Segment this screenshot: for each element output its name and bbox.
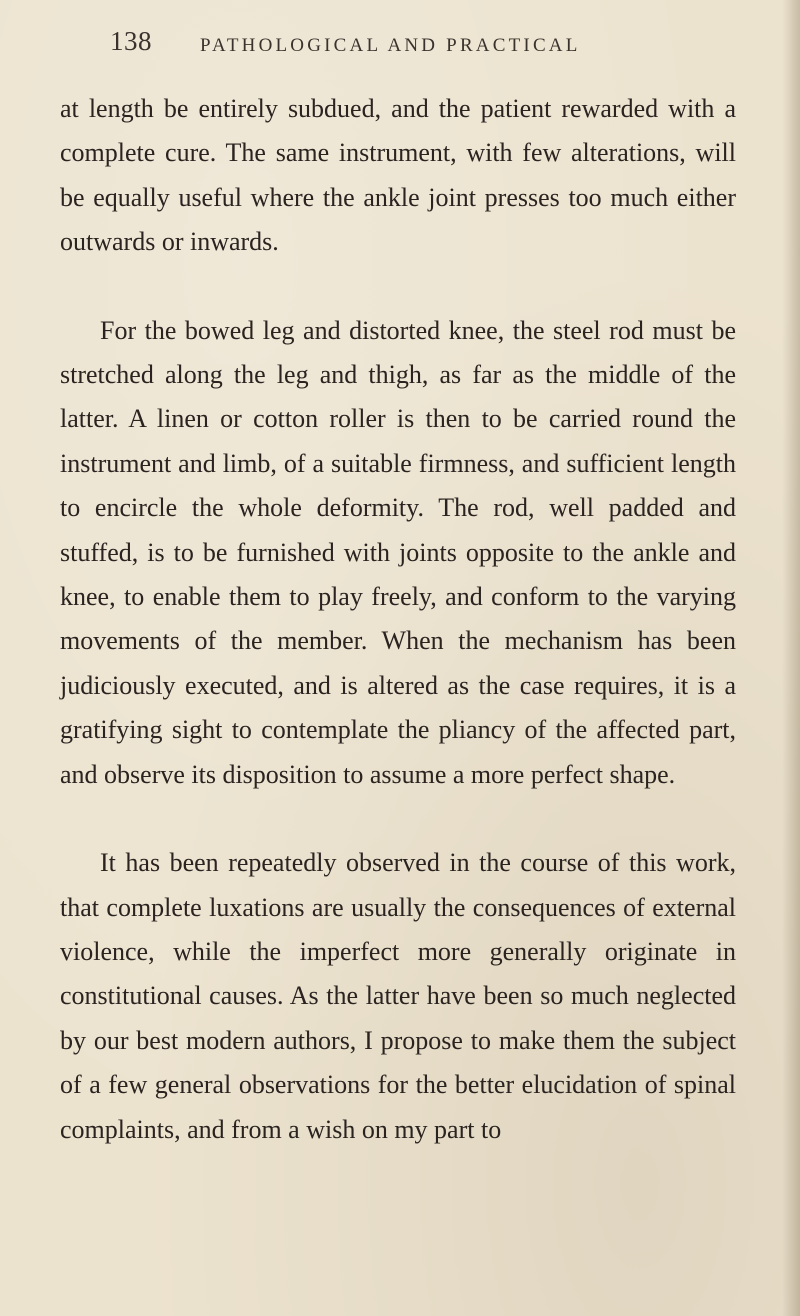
paragraph-gap	[60, 797, 736, 841]
paragraph-gap	[60, 265, 736, 309]
running-head: PATHOLOGICAL AND PRACTICAL	[200, 35, 581, 56]
paragraph-1: at length be entirely subdued, and the patient rewarded with a complete cure. The same instrument, with few alterations, will be equally useful where the ankle joint presses too much either outwards or inwards.	[60, 94, 736, 257]
page-number: 138	[110, 26, 152, 56]
paragraph-2: For the bowed leg and distorted knee, the steel rod must be stretched along the leg and thigh, as far as the middle of the latter. A linen or cotton roller is then to be carried round the instrument and limb, of a suitable firmness, and sufficient length to encircle the whole deformity. The rod, well padded and stuffed, is to be furnished with joints opposite to the ankle and knee, to enable them to play freely, and conform to the varying movements of the member. When the mechanism has been judiciously executed, and is altered as the case requires, it is a gratifying sight to contemplate the pliancy of the affected part, and observe its disposition to assume a more perfect shape.	[60, 315, 736, 789]
body-text	[60, 87, 736, 1152]
page-edge-shadow	[782, 0, 800, 1316]
page-header	[110, 26, 750, 66]
paragraph-3: It has been repeatedly observed in the course of this work, that complete luxations are usually the consequences of external violence, while the imperfect more generally originate in constitutional causes. As the latter have been so much neglected by our best modern authors, I propose to make them the subject of a few general observations for the better elucidation of spinal complaints, and from a wish on my part to	[60, 848, 736, 1144]
